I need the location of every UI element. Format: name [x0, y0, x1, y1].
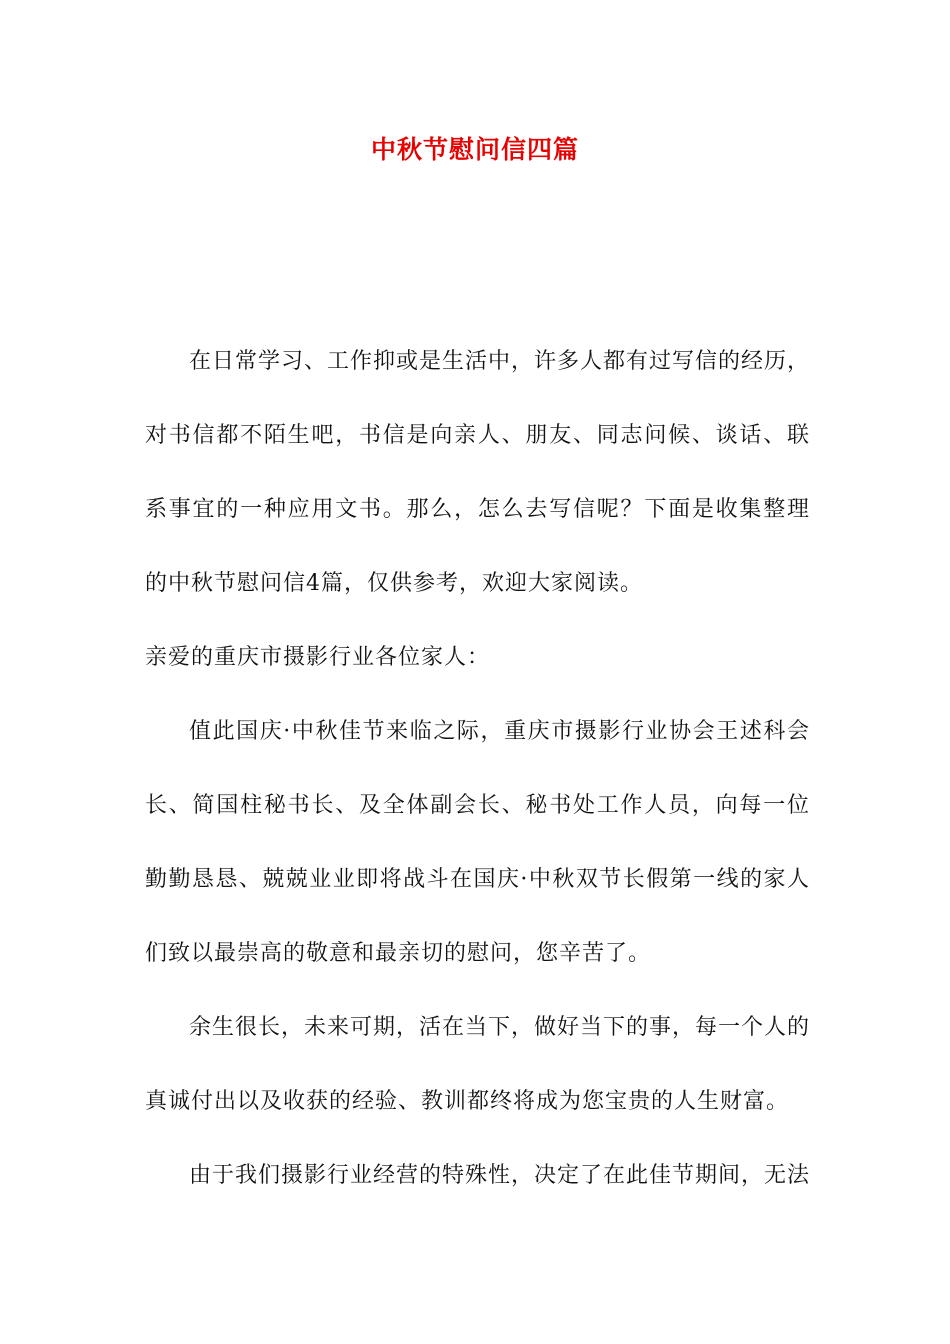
salutation-line: 亲爱的重庆市摄影行业各位家人： — [145, 645, 491, 670]
intro-paragraph: 在日常学习、工作抑或是生活中，许多人都有过写信的经历，对书信都不陌生吧，书信是向亲人、朋友、同志问候、谈话、联系事宜的一种应用文书。那么，怎么去写信呢？下面是收集整理的中秋节慰问信4篇，仅供参考，欢迎大家阅读。 — [145, 349, 811, 596]
industry-paragraph: 由于我们摄影行业经营的特殊性，决定了在此佳节期间，无法 — [189, 1163, 811, 1188]
document-body — [145, 325, 810, 1213]
greeting-paragraph: 值此国庆·中秋佳节来临之际，重庆市摄影行业协会王述科会长、简国柱秘书长、及全体副会长、秘书处工作人员，向每一位勤勤恳恳、兢兢业业即将战斗在国庆·中秋双节长假第一线的家人们致以最崇高的敬意和最亲切的慰问，您辛苦了。 — [145, 719, 810, 966]
reflection-paragraph: 余生很长，未来可期，活在当下，做好当下的事，每一个人的真诚付出以及收获的经验、教训都终将成为您宝贵的人生财富。 — [145, 1015, 811, 1114]
document-title: 中秋节慰问信四篇 — [370, 135, 579, 164]
